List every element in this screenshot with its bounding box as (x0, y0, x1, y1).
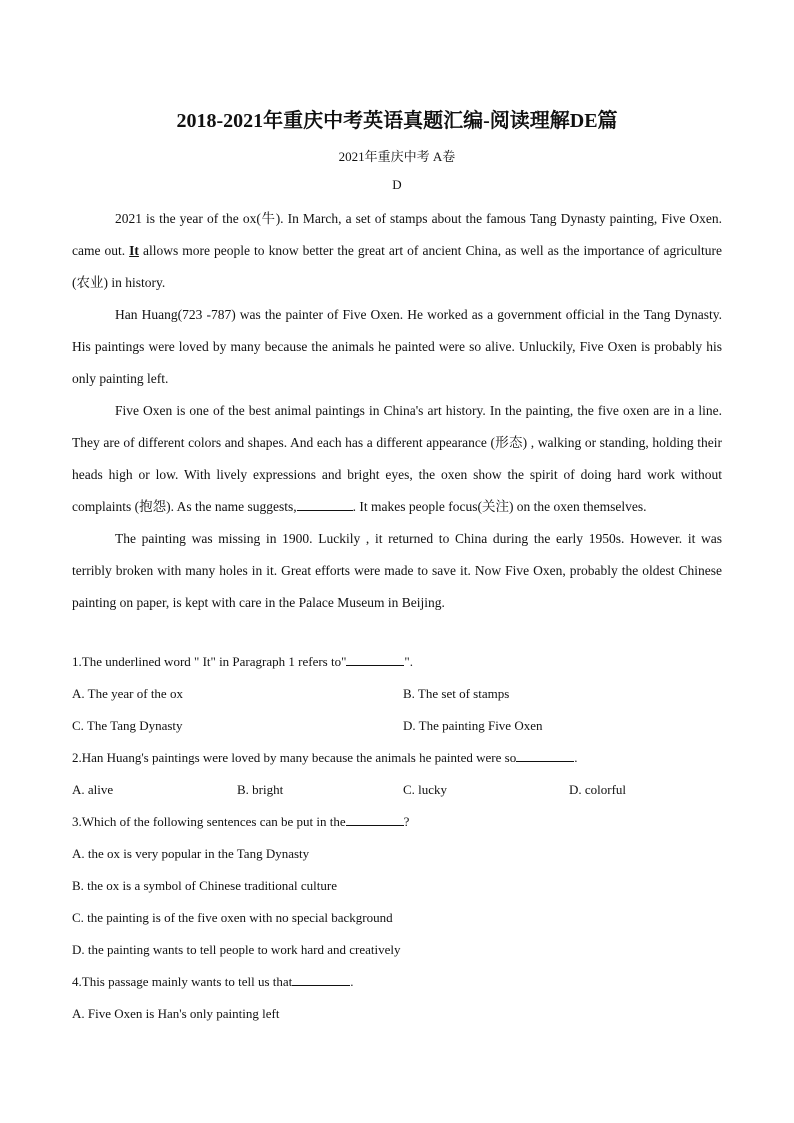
question-4-option-a: A. Five Oxen is Han's only painting left (72, 1006, 280, 1021)
question-1-options-row-2 (72, 710, 722, 742)
answer-blank (346, 813, 404, 826)
question-1-options-row-1 (72, 678, 722, 710)
question-2-option-a: A. alive (72, 782, 114, 797)
answer-blank (346, 653, 404, 666)
passage-blank (297, 498, 353, 511)
question-3-option-c: C. the painting is of the five oxen with no special background (72, 910, 393, 925)
question-list (72, 646, 722, 1030)
question-3-stem: 3.Which of the following sentences can be put in the ? (72, 814, 410, 829)
question-2-option-c: C. lucky (403, 782, 448, 797)
paragraph-4: The painting was missing in 1900. Luckily , it returned to China during the early 1950s. However. it was terribly broken with many holes in it. Great efforts were made to save it. Now Five Oxen, probably the oldest Chinese painting on paper, is kept with care in the Palace Museum in Beijing. (72, 531, 722, 610)
question-3-option-a: A. the ox is very popular in the Tang Dynasty (72, 846, 310, 861)
question-3-option-d: D. the painting wants to tell people to work hard and creatively (72, 942, 401, 957)
paragraph-1: 2021 is the year of the ox(牛). In March, a set of stamps about the famous Tang Dynasty painting, Five Oxen. came out. It allows more people to know better the great art of ancient China, as well as the importance of agriculture (农业) in history. (72, 211, 722, 290)
paragraph-2: Han Huang(723 -787) was the painter of Five Oxen. He worked as a government official in the Tang Dynasty. His paintings were loved by many because the animals he painted were so alive. Unluckily, Five Oxen is probably his only painting left. (72, 307, 722, 386)
answer-blank (516, 749, 574, 762)
document-subtitle: 2021年重庆中考 A卷 (338, 149, 456, 164)
question-1-option-c: C. The Tang Dynasty (72, 718, 183, 733)
question-2-stem: 2.Han Huang's paintings were loved by many because the animals he painted were so . (72, 750, 578, 765)
paragraph-3: Five Oxen is one of the best animal paintings in China's art history. In the painting, the five oxen are in a line. They are of different colors and shapes. And each has a different appearance (形态) , walking or standing, holding their heads high or low. With lively expressions and bright eyes, the oxen show the spirit of doing hard work without complaints (抱怨). As the name suggests, . It makes people focus(关注) on the oxen themselves. (72, 403, 722, 514)
question-1-option-a: A. The year of the ox (72, 686, 183, 701)
question-2-option-d: D. colorful (569, 782, 627, 797)
question-3-option-b: B. the ox is a symbol of Chinese traditional culture (72, 878, 338, 893)
underlined-word: It (129, 243, 139, 258)
question-4-stem: 4.This passage mainly wants to tell us that . (72, 974, 354, 989)
question-1-stem: 1.The underlined word " It" in Paragraph 1 refers to" ". (72, 654, 413, 669)
question-1-option-b: B. The set of stamps (403, 686, 510, 701)
question-1-option-d: D. The painting Five Oxen (403, 718, 543, 733)
answer-blank (292, 973, 350, 986)
question-2-option-b: B. bright (237, 782, 284, 797)
section-label: D (392, 177, 402, 192)
document-title: 2018-2021年重庆中考英语真题汇编-阅读理解DE篇 (176, 110, 618, 132)
reading-passage (72, 203, 722, 619)
question-2-options-row (72, 774, 722, 806)
